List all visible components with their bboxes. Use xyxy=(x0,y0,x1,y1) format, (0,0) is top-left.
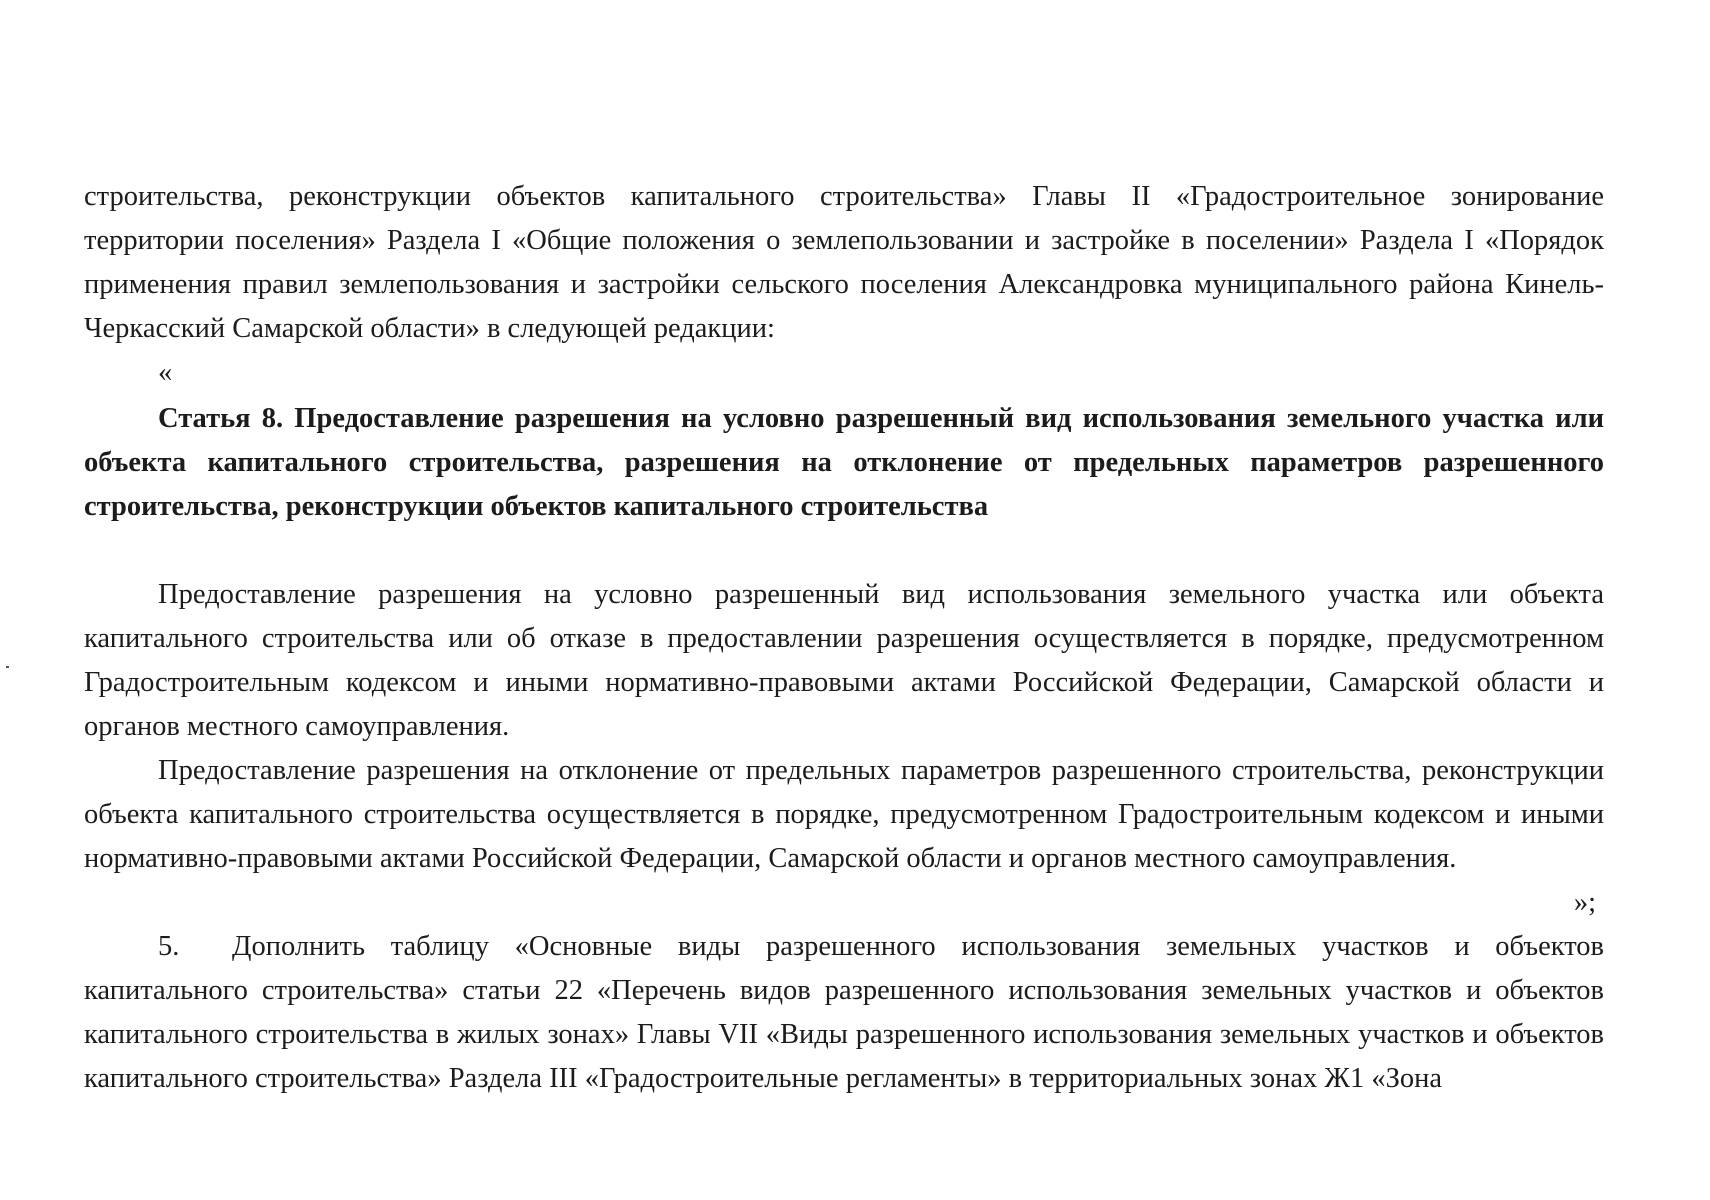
item-5-paragraph xyxy=(84,925,1604,1101)
opening-quote-mark: « xyxy=(158,357,173,388)
item-5-text: Дополнить таблицу «Основные виды разрешенного использования земельных участков и объектов капитального строительства» статьи 22 «Перечень видов разрешенного использования земельных участков и объектов капитального строительства в жилых зонах» Главы VII «Виды разрешенного использования земельных участков и объектов капитального строительства» Раздела III «Градостроительные регламенты» в территориальных зонах Ж1 «Зона xyxy=(84,931,1604,1094)
spacer xyxy=(84,529,1604,573)
closing-quote-mark: »; xyxy=(1573,887,1596,918)
article-heading: Статья 8. Предоставление разрешения на условно разрешенный вид использования земельного участка или объекта капитального строительства, разрешения на отклонение от предельных параметров разрешенного строительства, реконструкции объектов капитального строительства xyxy=(84,403,1604,522)
article-paragraph-1: Предоставление разрешения на условно разрешенный вид использования земельного участка или объекта капитального строительства или об отказе в предоставлении разрешения осуществляется в порядке, предусмотренном Градостроительным кодексом и иными нормативно-правовыми актами Российской Федерации, Самарской области и органов местного самоуправления. xyxy=(84,579,1604,742)
scan-speck xyxy=(6,666,9,668)
item-5-number: 5. xyxy=(158,931,180,962)
intro-paragraph: строительства, реконструкции объектов капитального строительства» Главы II «Градостроительное зонирование территории поселения» Раздела I «Общие положения о землепользовании и застройке в поселении» Раздела I «Порядок применения правил землепользования и застройки сельского поселения Александровка муниципального района Кинель-Черкасский Самарской области» в следующей редакции: xyxy=(84,181,1604,344)
article-paragraph-2: Предоставление разрешения на отклонение от предельных параметров разрешенного строительства, реконструкции объекта капитального строительства осуществляется в порядке, предусмотренном Градостроительным кодексом и иными нормативно-правовыми актами Российской Федерации, Самарской области и органов местного самоуправления. xyxy=(84,755,1604,874)
document-body xyxy=(84,175,1604,1101)
